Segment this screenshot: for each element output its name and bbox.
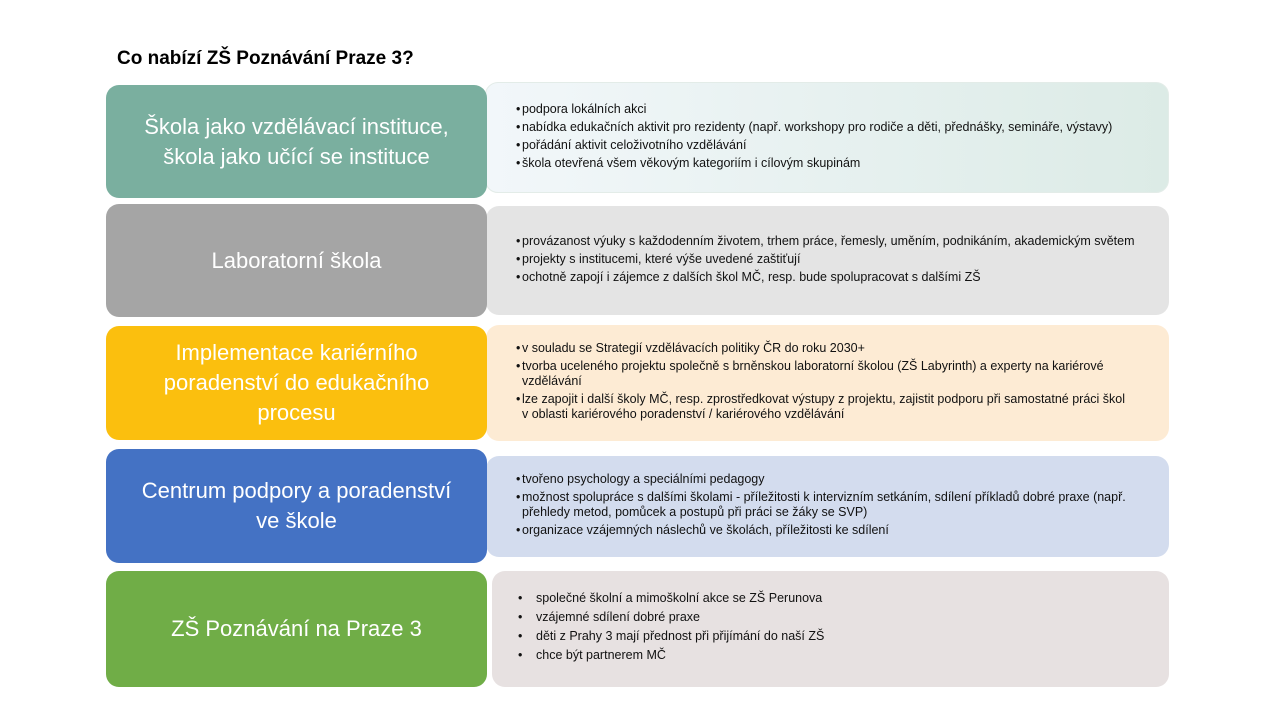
list-item: • tvořeno psychology a speciálními pedagogy: [516, 472, 1155, 487]
details-panel: [485, 82, 1169, 193]
details-list: [512, 591, 1155, 667]
list-item: • škola otevřená všem věkovým kategoriím i cílovým skupinám: [516, 156, 1154, 171]
category-label-text: Laboratorní škola: [211, 247, 382, 273]
list-item: • provázanost výuky s každodenním životem, trhem práce, řemesly, uměním, podnikáním, akademickým světem: [516, 234, 1155, 249]
list-item: • podpora lokálních akci: [516, 102, 1154, 117]
list-item: • společné školní a mimoškolní akce se ZŠ Perunova: [512, 591, 1155, 606]
list-item: • možnost spolupráce s dalšími školami - příležitosti k intervizním setkáním, sdílení příkladů dobré praxe (např. přehledy metod, pomůcek a postupů při práci se žáky se SVP): [516, 490, 1155, 520]
list-item: • organizace vzájemných náslechů ve školách, příležitosti ke sdílení: [516, 523, 1155, 538]
category-label: [106, 449, 487, 563]
category-label-text: ZŠ Poznávání na Praze 3: [171, 616, 422, 641]
category-label-text: Implementace kariérního poradenství do edukačního procesu: [163, 340, 430, 425]
details-panel: [486, 456, 1169, 557]
list-item: • pořádání aktivit celoživotního vzdělávání: [516, 138, 1154, 153]
category-label-text: Škola jako vzdělávací instituce, škola jako učící se instituce: [144, 113, 449, 169]
details-panel: [486, 325, 1169, 441]
list-item: • chce být partnerem MČ: [512, 648, 1155, 663]
list-item: • děti z Prahy 3 mají přednost při přijímání do naší ZŠ: [512, 629, 1155, 644]
list-item: • projekty s institucemi, které výše uvedené zaštiťují: [516, 252, 1155, 267]
list-item: • vzájemné sdílení dobré praxe: [512, 610, 1155, 625]
list-item: • lze zapojit i další školy MČ, resp. zprostředkovat výstupy z projektu, zajistit podporu při samostatné práci škol v oblasti kariérového poradenství / kariérového vzdělávání: [516, 392, 1129, 422]
row-school-institution: [106, 85, 1170, 198]
details-panel: [492, 571, 1169, 687]
row-school-prague3: [106, 571, 1170, 687]
category-label: [106, 326, 487, 440]
list-item: • nabídka edukačních aktivit pro rezidenty (např. workshopy pro rodiče a děti, přednášky, semináře, výstavy): [516, 120, 1154, 135]
details-list: [516, 102, 1154, 174]
row-support-center: [106, 449, 1170, 563]
list-item: • tvorba uceleného projektu společně s brněnskou laboratorní školou (ZŠ Labyrinth) a experty na kariérové vzdělávání: [516, 359, 1129, 389]
details-list: [516, 472, 1155, 541]
details-list: [516, 234, 1155, 288]
row-laboratory-school: [106, 204, 1170, 317]
list-item: • ochotně zapojí i zájemce z dalších škol MČ, resp. bude spolupracovat s dalšími ZŠ: [516, 270, 1155, 285]
category-label: [106, 204, 487, 317]
details-list: [516, 341, 1129, 425]
slide-title: Co nabízí ZŠ Poznávání Praze 3?: [117, 48, 414, 69]
category-label: [106, 85, 487, 198]
row-career-counseling: [106, 326, 1170, 440]
list-item: • v souladu se Strategií vzdělávacích politiky ČR do roku 2030+: [516, 341, 1129, 356]
details-panel: [486, 206, 1169, 315]
category-label-text: Centrum podpory a poradenství ve škole: [141, 478, 452, 533]
category-label: [106, 571, 487, 687]
